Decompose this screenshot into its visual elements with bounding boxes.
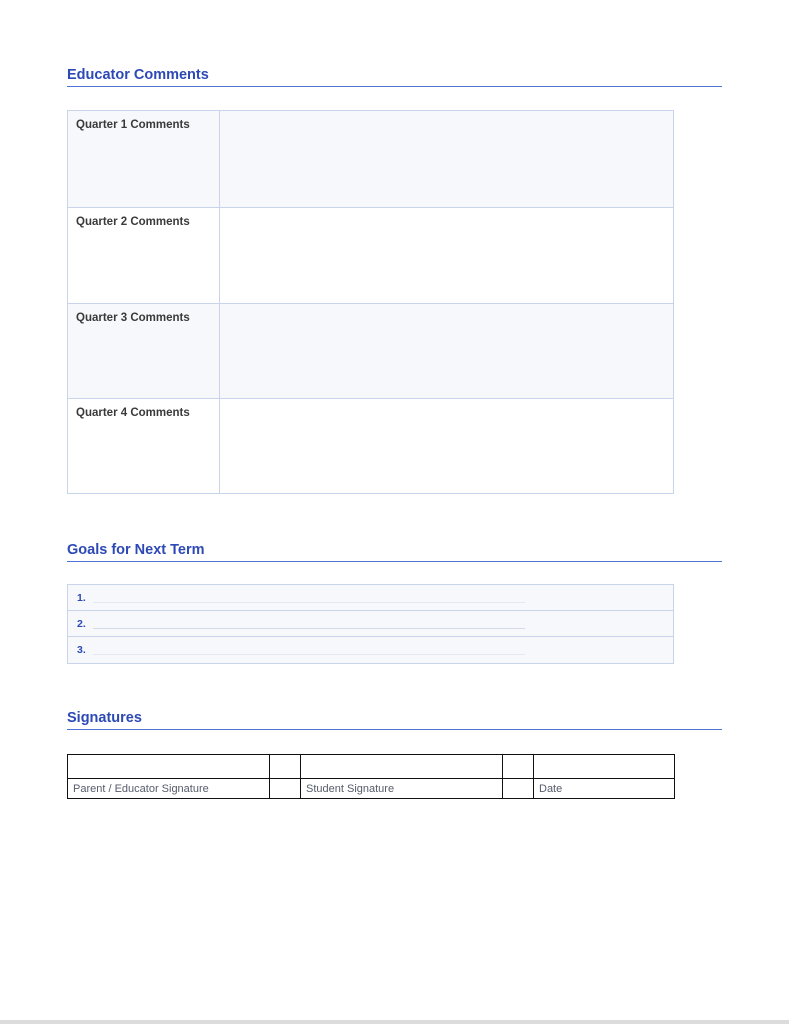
- student-signature-field[interactable]: [301, 755, 503, 779]
- signature-spacer: [270, 755, 301, 779]
- signatures-table: [67, 754, 675, 799]
- signatures-heading: [67, 709, 722, 730]
- comments-table: [67, 110, 674, 494]
- comment-label-q3: Quarter 3 Comments: [68, 304, 220, 398]
- signature-spacer: [503, 779, 534, 799]
- parent-signature-label: Parent / Educator Signature: [68, 779, 270, 799]
- signature-line-row: [68, 755, 675, 779]
- goal-number: 1.: [77, 591, 86, 604]
- comment-field-q1[interactable]: [220, 111, 673, 207]
- goals-heading: [67, 541, 722, 562]
- goal-number: 2.: [77, 617, 86, 630]
- comment-row-q1: [68, 111, 673, 208]
- comment-label-q1: Quarter 1 Comments: [68, 111, 220, 207]
- signature-spacer: [503, 755, 534, 779]
- goals-title: Goals for Next Term: [67, 542, 205, 558]
- comment-label-q4: Quarter 4 Comments: [68, 399, 220, 493]
- comment-row-q2: [68, 208, 673, 304]
- student-signature-label: Student Signature: [301, 779, 503, 799]
- goals-table: [67, 584, 674, 664]
- educator-comments-title: Educator Comments: [67, 67, 209, 83]
- goal-row: [68, 611, 673, 637]
- comment-label-q2: Quarter 2 Comments: [68, 208, 220, 303]
- goal-row: [68, 585, 673, 611]
- educator-comments-heading: [67, 66, 722, 87]
- comment-field-q2[interactable]: [220, 208, 673, 303]
- comment-field-q3[interactable]: [220, 304, 673, 398]
- date-field[interactable]: [534, 755, 675, 779]
- goal-input-2[interactable]: [93, 619, 525, 629]
- goal-row: [68, 637, 673, 663]
- goal-input-3[interactable]: [93, 645, 525, 655]
- signatures-title: Signatures: [67, 710, 142, 726]
- goal-number: 3.: [77, 644, 86, 656]
- goal-input-1[interactable]: [93, 593, 525, 603]
- signature-label-row: [68, 779, 675, 799]
- comment-field-q4[interactable]: [220, 399, 673, 493]
- signature-spacer: [270, 779, 301, 799]
- comment-row-q4: [68, 399, 673, 493]
- date-label: Date: [534, 779, 675, 799]
- comment-row-q3: [68, 304, 673, 399]
- parent-signature-field[interactable]: [68, 755, 270, 779]
- page-bottom-edge: [0, 1020, 789, 1024]
